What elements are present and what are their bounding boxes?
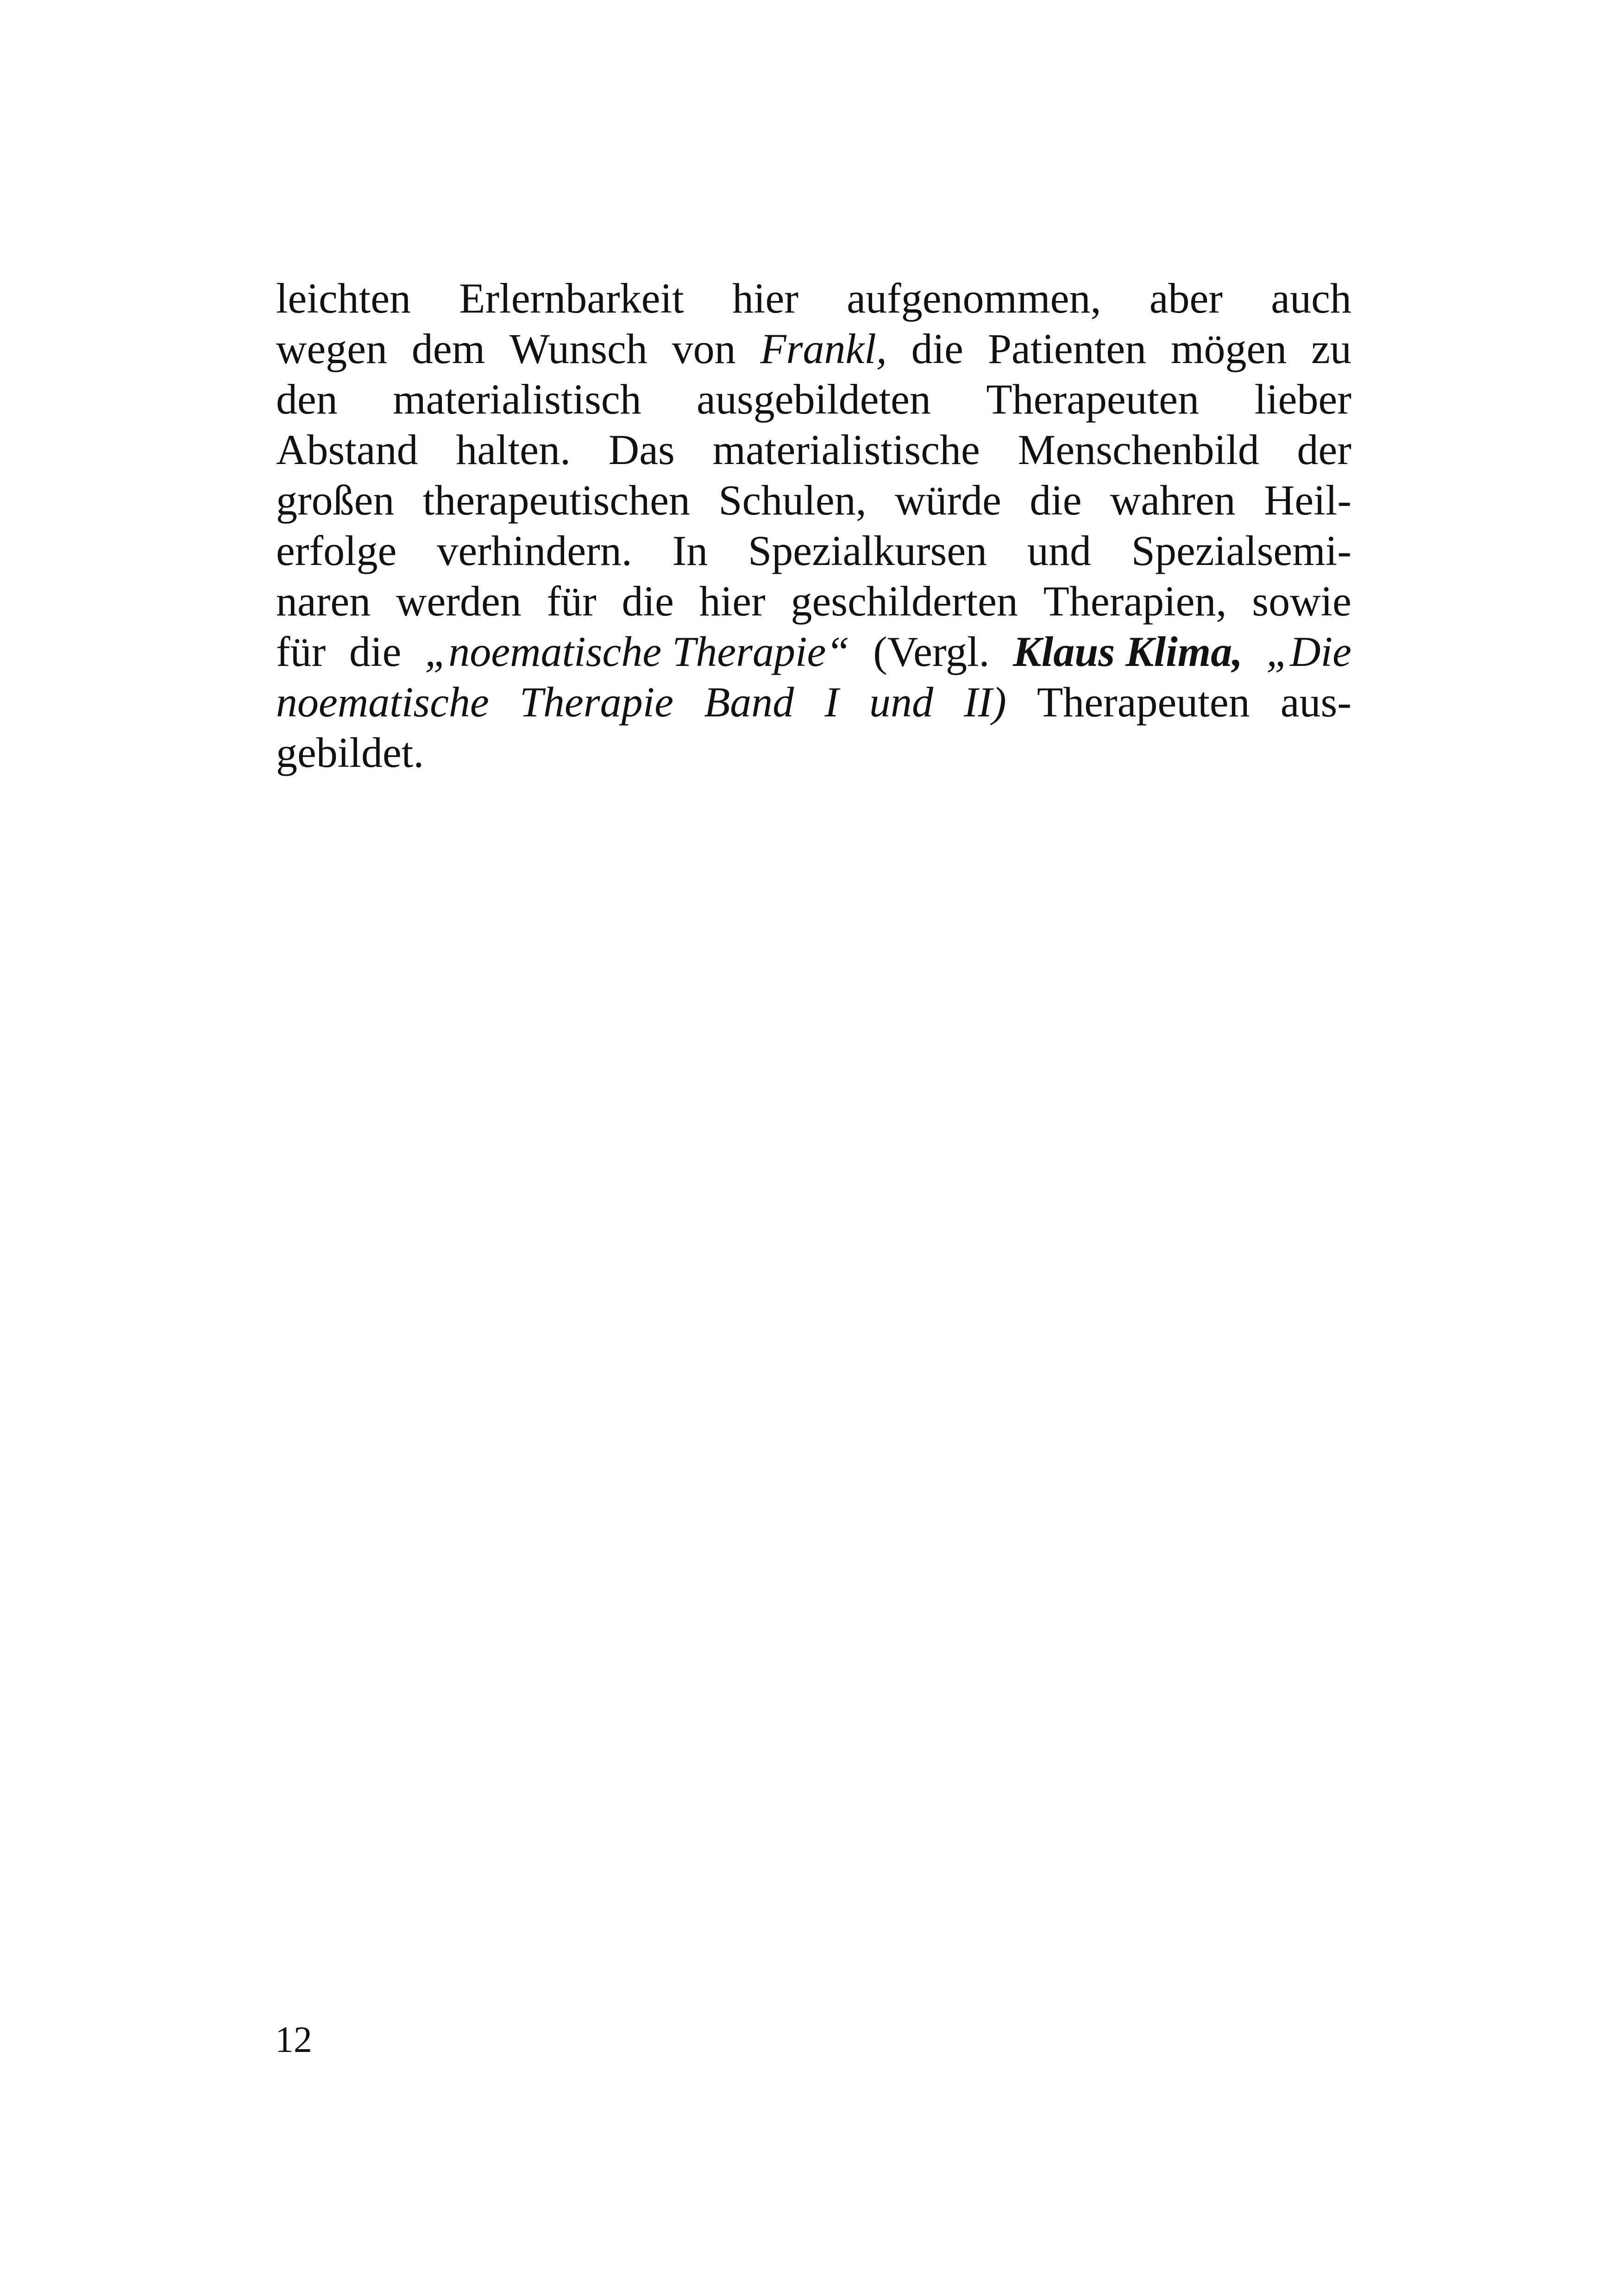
word: mögen: [1170, 325, 1287, 372]
word: Erlernbarkeit: [459, 275, 684, 322]
word: naren: [276, 577, 371, 625]
word: Therapeuten: [1037, 678, 1250, 726]
word: leichten: [276, 275, 411, 322]
word: die: [349, 628, 402, 675]
word: für: [276, 628, 326, 675]
word: Therapien,: [1043, 577, 1227, 625]
text-line: [276, 526, 1351, 576]
word: aber: [1149, 275, 1223, 322]
word: „Die: [1266, 628, 1351, 675]
text-line: [276, 677, 1351, 728]
text-line: [276, 576, 1351, 627]
word: wegen: [276, 325, 388, 372]
word: gebildet.: [276, 729, 424, 776]
text-line: [276, 627, 1351, 677]
page-number: 12: [275, 2020, 312, 2060]
word: In: [672, 527, 708, 574]
word: therapeutischen: [422, 477, 691, 524]
word: aufgenommen,: [847, 275, 1101, 322]
word: hier: [699, 577, 766, 625]
word: II): [964, 678, 1006, 726]
text-line: [276, 728, 1351, 778]
word: würde: [895, 477, 1001, 524]
word: erfolge: [276, 527, 397, 574]
word: Das: [608, 426, 675, 473]
word: zu: [1311, 325, 1351, 372]
word: von: [672, 325, 736, 372]
word: geschilderten: [791, 577, 1018, 625]
word: und: [869, 678, 933, 726]
text-line: [276, 374, 1351, 425]
word: Patienten: [987, 325, 1147, 372]
word: hier: [732, 275, 798, 322]
author-name-frankl: Frankl,: [760, 325, 887, 372]
word: I: [824, 678, 839, 726]
text-line: [276, 324, 1351, 374]
author-name-klaus-klima: Klaus Klima,: [1013, 628, 1243, 675]
word: noematische: [276, 678, 489, 726]
word: verhindern.: [437, 527, 632, 574]
word: Therapie: [519, 678, 674, 726]
word: dem: [411, 325, 485, 372]
word: wahren: [1110, 477, 1236, 524]
word: die: [1030, 477, 1082, 524]
word: der: [1297, 426, 1351, 473]
word: Schulen,: [718, 477, 867, 524]
word: die: [622, 577, 674, 625]
word: aus-: [1280, 678, 1351, 726]
word: Abstand: [276, 426, 418, 473]
word: großen: [276, 477, 395, 524]
word: ausgebildeten: [697, 376, 931, 423]
text-line: [276, 475, 1351, 526]
word: materialistische: [712, 426, 980, 473]
word: Band: [704, 678, 794, 726]
text-line: [276, 273, 1351, 324]
word: den: [276, 376, 338, 423]
word: die: [911, 325, 964, 372]
word: Spezialsemi-: [1131, 527, 1351, 574]
word: materialistisch: [393, 376, 641, 423]
word: und: [1027, 527, 1091, 574]
word: lieber: [1254, 376, 1351, 423]
book-title-noematische-therapie: „noematische Therapie“: [425, 628, 850, 675]
word: Wunsch: [509, 325, 647, 372]
word: Therapeuten: [986, 376, 1200, 423]
body-paragraph: [276, 273, 1351, 778]
word: für: [547, 577, 597, 625]
word: werden: [396, 577, 521, 625]
word: (Vergl.: [873, 628, 990, 675]
word: Heil-: [1263, 477, 1351, 524]
word: auch: [1271, 275, 1351, 322]
text-line: [276, 425, 1351, 475]
word: Spezialkursen: [748, 527, 987, 574]
word: sowie: [1252, 577, 1351, 625]
word: Menschenbild: [1018, 426, 1259, 473]
word: halten.: [456, 426, 571, 473]
